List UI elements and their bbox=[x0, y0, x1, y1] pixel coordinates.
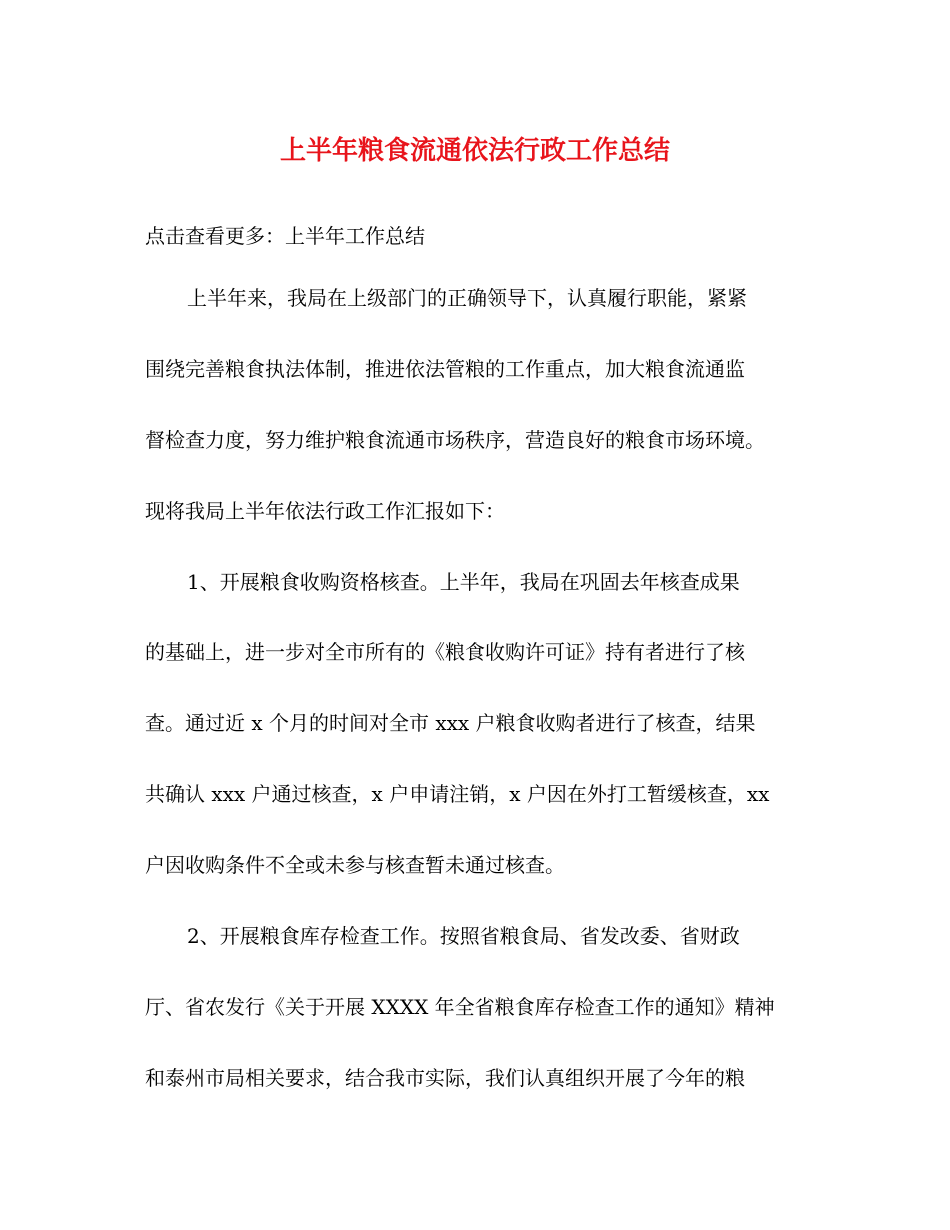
paragraph-line: 厅、省农发行《关于开展 XXXX 年全省粮食库存检查工作的通知》精神 bbox=[145, 995, 775, 1019]
more-link[interactable]: 点击查看更多：上半年工作总结 bbox=[145, 224, 425, 248]
paragraph-line: 的基础上，进一步对全市所有的《粮食收购许可证》持有者进行了核 bbox=[145, 640, 745, 664]
paragraph-line: 查。通过近 x 个月的时间对全市 xxx 户粮食收购者进行了核查，结果 bbox=[145, 711, 756, 735]
document-title: 上半年粮食流通依法行政工作总结 bbox=[279, 136, 670, 166]
paragraph-line: 1、开展粮食收购资格核查。上半年，我局在巩固去年核查成果 bbox=[187, 570, 740, 594]
paragraph-line: 2、开展粮食库存检查工作。按照省粮食局、省发改委、省财政 bbox=[187, 924, 740, 948]
paragraph-line: 上半年来，我局在上级部门的正确领导下，认真履行职能，紧紧 bbox=[187, 286, 747, 310]
paragraph-line: 户因收购条件不全或未参与核查暂未通过核查。 bbox=[145, 853, 565, 877]
paragraph-line: 和泰州市局相关要求，结合我市实际，我们认真组织开展了今年的粮 bbox=[145, 1066, 745, 1090]
paragraph-line: 现将我局上半年依法行政工作汇报如下： bbox=[145, 499, 505, 523]
paragraph-line: 共确认 xxx 户通过核查，x 户申请注销，x 户因在外打工暂缓核查，xx bbox=[145, 782, 770, 806]
paragraph-line: 围绕完善粮食执法体制，推进依法管粮的工作重点，加大粮食流通监 bbox=[145, 357, 745, 381]
paragraph-line: 督检查力度，努力维护粮食流通市场秩序，营造良好的粮食市场环境。 bbox=[145, 428, 765, 452]
